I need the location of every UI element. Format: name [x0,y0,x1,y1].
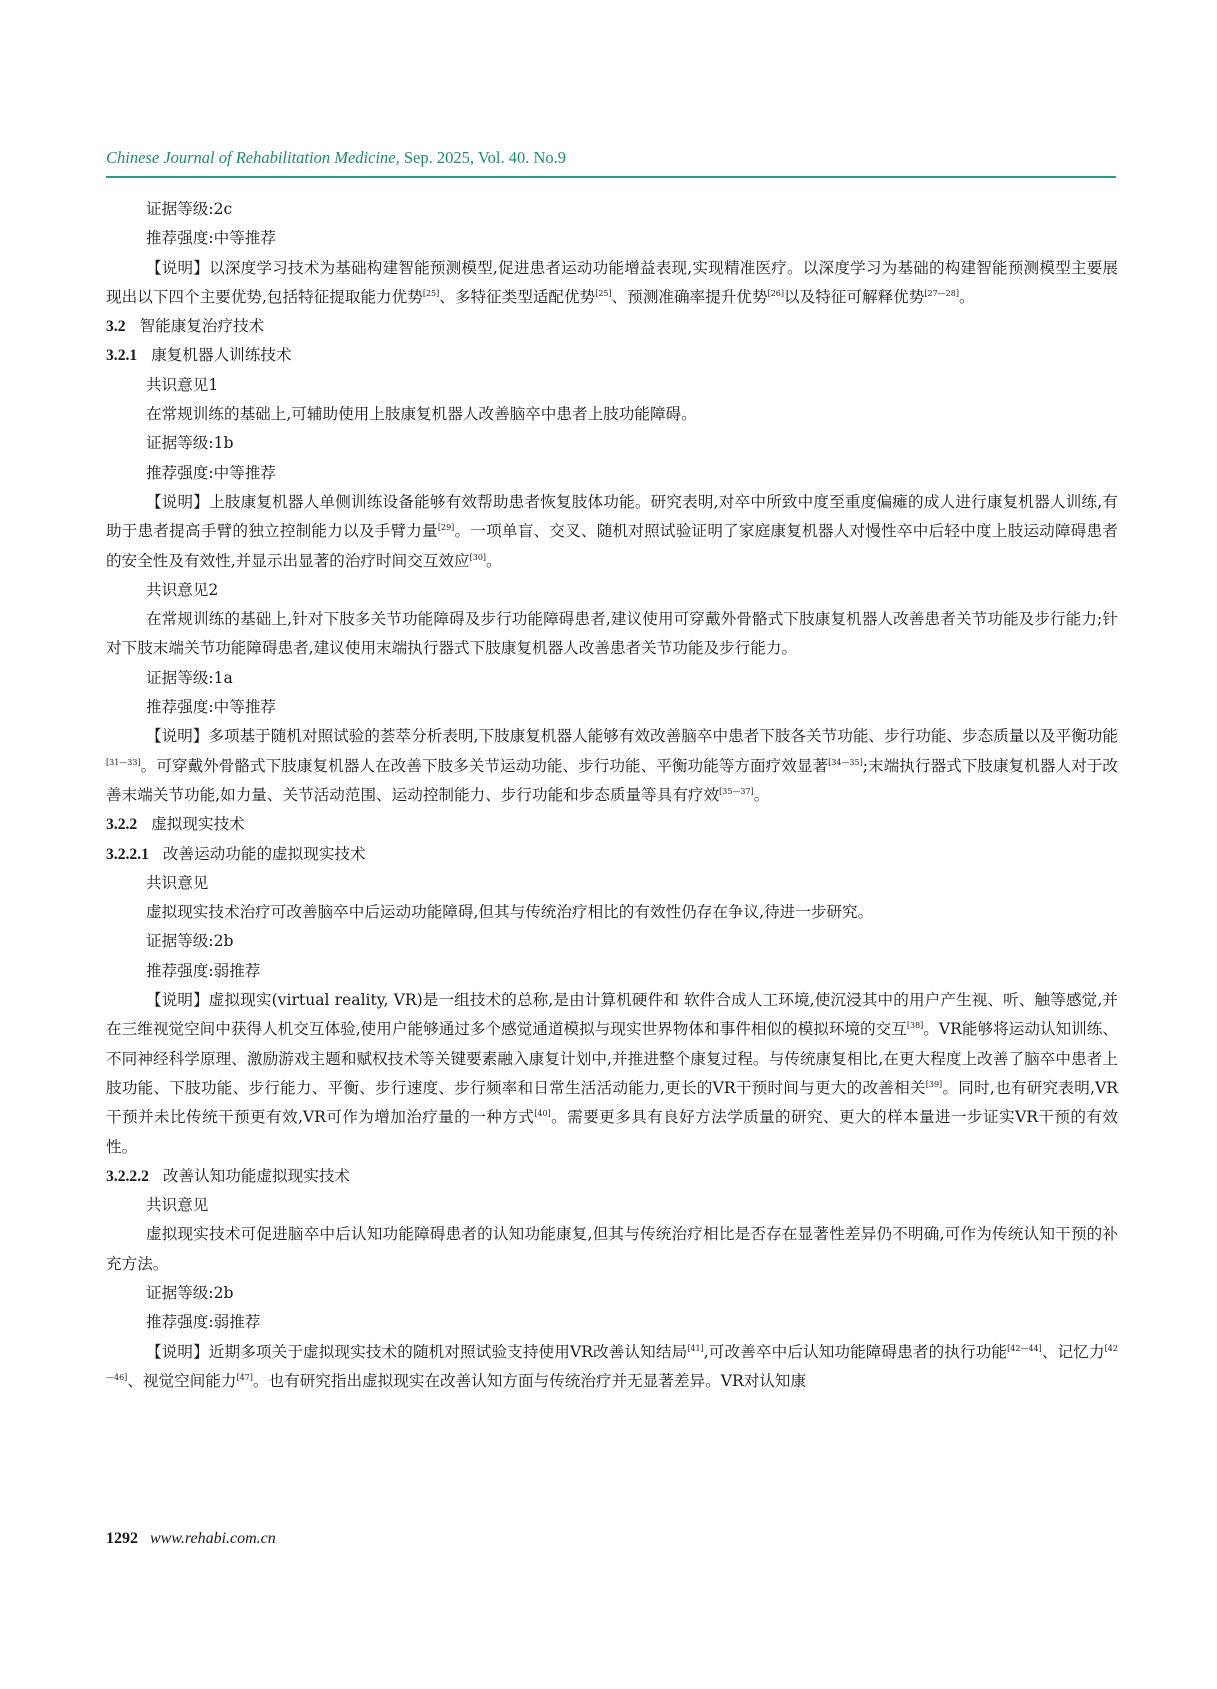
paragraph [106,957,1118,986]
text-run: 【说明】以深度学习技术为基础构建智能预测模型,促进患者运动功能增益表现,实现精准医疗。以深度学习为基础的构建智能预测模型主要展现出以下四个主要优势,包括特征提取能力优势 [106,258,1118,306]
journal-name: Chinese Journal of Rehabilitation Medicine, [106,148,400,167]
text-run: 虚拟现实技术治疗可改善脑卒中后运动功能障碍,但其与传统治疗相比的有效性仍存在争议,待进一步研究。 [146,903,874,922]
text-run: 共识意见 [146,1196,209,1215]
page-footer [106,1530,276,1548]
running-head [106,148,1116,168]
text-run: 。也有研究指出虚拟现实在改善认知方面与传统治疗并无显著差异。VR对认知康 [252,1371,807,1390]
section-heading [106,341,1118,370]
citation-ref: [31—33] [106,757,141,767]
section-number: 3.2.2.1 [106,845,149,863]
text-run: 。 [753,785,770,804]
section-title: 改善认知功能虚拟现实技术 [162,1166,351,1185]
citation-ref: [40] [534,1109,551,1119]
citation-ref: [39] [925,1079,943,1089]
text-run: 【说明】多项基于随机对照试验的荟萃分析表明,下肢康复机器人能够有效改善脑卒中患者下肢各关节功能、步行功能、步态质量以及平衡功能 [146,727,1118,746]
text-run: 推荐强度:中等推荐 [146,463,277,482]
text-run: 以及特征可解释优势 [784,287,925,306]
text-run: 【说明】虚拟现实(virtual reality, VR)是一组技术的总称,是由计算机硬件和 软件合成人工环境,使沉浸其中的用户产生视、听、触等感觉,并在三维视觉空间中获得人机交互体验,使用户能够通过多个感觉通道模拟与现实世界物体和事件相似的模拟环境的交互 [106,991,1118,1039]
paragraph [106,605,1118,664]
text-run: 证据等级:1a [146,668,233,687]
section-heading [106,840,1118,869]
paragraph [106,371,1118,400]
paragraph [106,869,1118,898]
text-run: 、预测准确率提升优势 [611,287,768,306]
citation-ref: [35—37] [719,786,754,796]
text-run: 证据等级:2b [146,932,234,951]
section-number: 3.2.1 [106,347,138,365]
text-run: 推荐强度:弱推荐 [146,1313,261,1332]
citation-ref: [30] [469,552,487,562]
paragraph [106,1279,1118,1308]
text-run: 推荐强度:弱推荐 [146,961,261,980]
text-run: 证据等级:1b [146,434,234,453]
text-run: 共识意见2 [146,580,219,599]
paragraph [106,693,1118,722]
paragraph [106,986,1118,1162]
paragraph [106,1220,1118,1279]
citation-ref: [42—44] [1007,1343,1042,1353]
text-run: 推荐强度:中等推荐 [146,229,277,248]
text-run: 。VR能够将运动认知训练、不同神经科学原理、激励游戏主题和赋权技术等关键要素融入康复计划中,并推进整个康复过程。与传统康复相比,在更大程度上改善了脑卒中患者上肢功能、下肢功能、步行能力、平衡、步行速度、步行频率和日常生活活动能力,更长的VR干预时间与更大的改善相关 [106,1020,1118,1097]
section-heading [106,1162,1118,1191]
citation-ref: [26] [767,288,785,298]
paragraph [106,576,1118,605]
section-title: 改善运动功能的虚拟现实技术 [162,844,366,863]
text-run: 共识意见1 [146,375,219,394]
citation-ref: [25] [422,288,440,298]
section-number: 3.2.2 [106,816,138,834]
paragraph [106,898,1118,927]
header-rule [106,176,1116,178]
text-run: 、记忆力 [1041,1342,1105,1361]
paragraph [106,1338,1118,1397]
section-number: 3.2.2.2 [106,1167,149,1185]
article-body [106,195,1118,1396]
citation-ref: [42—46] [106,1343,1118,1382]
page-number: 1292 [106,1530,138,1547]
citation-ref: [47] [236,1372,253,1382]
text-run: 。需要更多具有良好方法学质量的研究、更大的样本量进一步证实VR干预的有效性。 [106,1108,1118,1156]
paragraph [106,1308,1118,1337]
issue-info: Sep. 2025, Vol. 40. No.9 [399,148,566,167]
section-heading [106,312,1118,341]
journal-url: www.rehabi.com.cn [150,1530,276,1547]
text-run: 。 [486,551,502,570]
section-title: 智能康复治疗技术 [139,317,265,336]
paragraph [106,429,1118,458]
text-run: 、多特征类型适配优势 [439,287,596,306]
text-run: 【说明】上肢康复机器人单侧训练设备能够有效帮助患者恢复肢体功能。研究表明,对卒中所致中度至重度偏瘫的成人进行康复机器人训练,有助于患者提高手臂的独立控制能力以及手臂力量 [106,492,1118,541]
paragraph [106,927,1118,956]
citation-ref: [29] [437,523,455,533]
paragraph [106,459,1118,488]
text-run: 、视觉空间能力 [127,1371,237,1390]
text-run: 共识意见 [146,873,209,892]
paragraph [106,195,1118,224]
text-run: ,可改善卒中后认知功能障碍患者的执行功能 [703,1342,1008,1361]
paragraph [106,254,1118,313]
text-run: 推荐强度:中等推荐 [146,698,277,717]
text-run: 证据等级:2b [146,1283,234,1302]
paragraph [106,664,1118,693]
text-run: 虚拟现实技术可促进脑卒中后认知功能障碍患者的认知功能康复,但其与传统治疗相比是否存在显著性差异仍不明确,可作为传统认知干预的补充方法。 [106,1225,1118,1273]
text-run: 。可穿戴外骨骼式下肢康复机器人在改善下肢多关节运动功能、步行功能、平衡功能等方面疗效显著 [140,756,829,775]
section-title: 虚拟现实技术 [151,815,245,834]
paragraph [106,488,1118,576]
text-run: 。同时,也有研究表明,VR干预并未比传统干预更有效,VR可作为增加治疗量的一种方式 [106,1078,1118,1127]
citation-ref: [25] [595,288,612,298]
paragraph [106,722,1118,810]
paragraph [106,400,1118,429]
citation-ref: [27—28] [924,288,959,298]
text-run: 证据等级:2c [146,200,233,218]
text-run: 【说明】近期多项关于虚拟现实技术的随机对照试验支持使用VR改善认知结局 [146,1342,688,1361]
paragraph [106,224,1118,253]
citation-ref: [38] [906,1021,924,1031]
text-run: 。一项单盲、交叉、随机对照试验证明了家庭康复机器人对慢性卒中后轻中度上肢运动障碍患者的安全性及有效性,并显示出显著的治疗时间交互效应 [106,522,1118,570]
citation-ref: [34—35] [828,757,863,767]
text-run: 在常规训练的基础上,可辅助使用上肢康复机器人改善脑卒中患者上肢功能障碍。 [146,405,697,424]
section-number: 3.2 [106,318,126,336]
text-run: 。 [958,287,975,306]
text-run: ;末端执行器式下肢康复机器人对于改善末端关节功能,如力量、关节活动范围、运动控制能力、步行功能和步态质量等具有疗效 [106,756,1118,804]
text-run: 在常规训练的基础上,针对下肢多关节功能障碍及步行功能障碍患者,建议使用可穿戴外骨骼式下肢康复机器人改善患者关节功能及步行能力;针对下肢末端关节功能障碍患者,建议使用末端执行器式下肢康复机器人改善患者关节功能及步行能力。 [106,610,1118,658]
section-heading [106,810,1118,839]
paragraph [106,1191,1118,1220]
citation-ref: [41] [687,1343,704,1353]
section-title: 康复机器人训练技术 [151,346,292,365]
